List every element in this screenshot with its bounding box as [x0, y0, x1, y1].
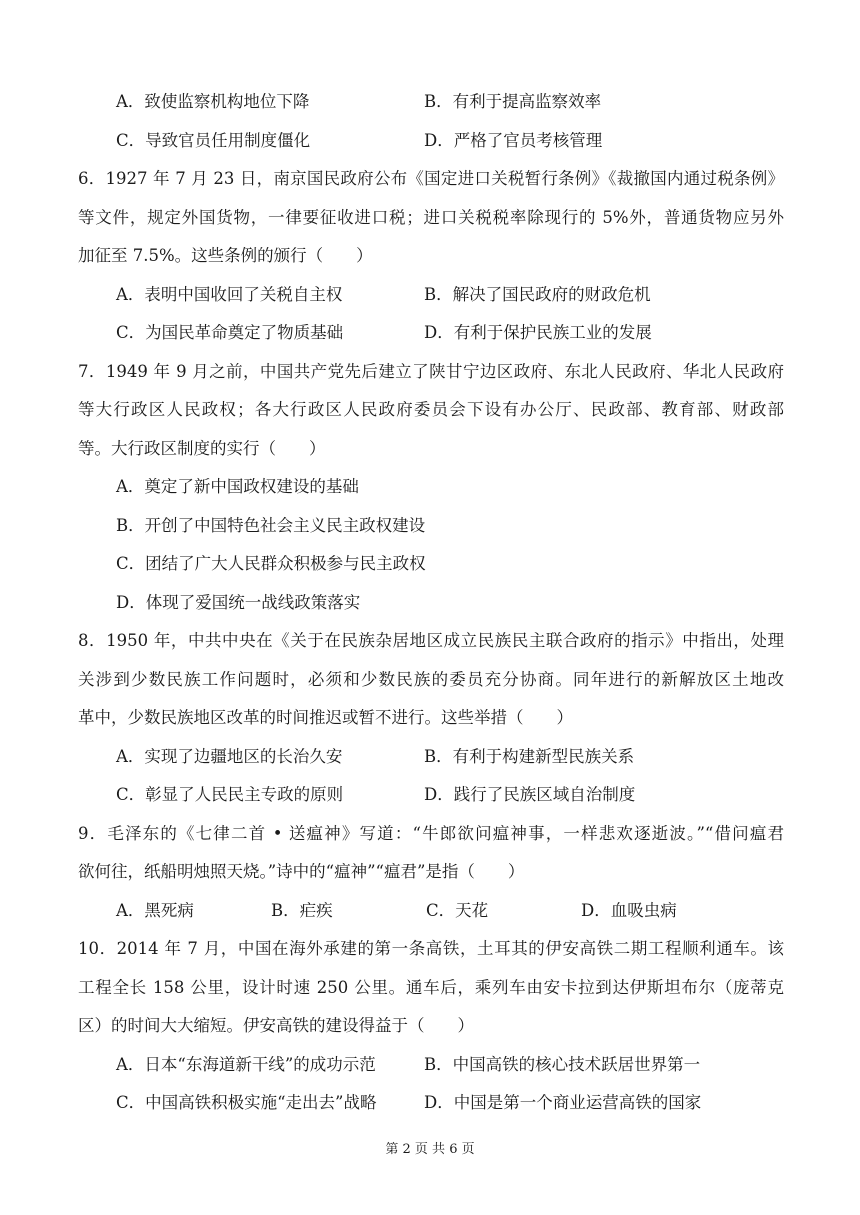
- page-number-footer: 第 2 页 共 6 页: [385, 1142, 475, 1157]
- question-10-option-c: C．中国高铁积极实施“走出去”战略: [116, 1093, 377, 1112]
- question-7-options-row-3: [78, 545, 784, 584]
- question-10: [78, 930, 784, 1123]
- question-7-options-row-1: [78, 468, 784, 507]
- question-8-options-row-2: [78, 776, 784, 815]
- question-6-options-row-2: [78, 314, 784, 353]
- q5-option-b: B．有利于提高监察效率: [424, 92, 602, 111]
- question-7-option-d: D．体现了爱国统一战线政策落实: [116, 592, 361, 612]
- question-10-options-row-1: [78, 1046, 784, 1085]
- q5-option-c: C．导致官员任用制度僵化: [116, 130, 311, 150]
- question-10-line-1: 10．2014 年 7 月，中国在海外承建的第一条高铁，土耳其的伊安高铁二期工程顺利通车。该: [78, 939, 784, 958]
- question-8-line-3: 革中，少数民族地区改革的时间推迟或暂不进行。这些举措（ ）: [78, 708, 573, 727]
- q5-option-d: D．严格了官员考核管理: [424, 130, 603, 150]
- q5-options-row-1: [78, 83, 784, 122]
- question-9-line-2: 欲何往，纸船明烛照天烧。”诗中的“瘟神”“瘟君”是指（ ）: [78, 862, 525, 881]
- q5-option-a: A．致使监察机构地位下降: [116, 92, 310, 111]
- question-10-option-b: B．中国高铁的核心技术跃居世界第一: [424, 1054, 701, 1074]
- question-10-option-d: D．中国是第一个商业运营高铁的国家: [424, 1093, 702, 1112]
- question-8-line-2: 关涉到少数民族工作问题时，必须和少数民族的委员充分协商。同年进行的新解放区土地改: [78, 669, 784, 689]
- question-7-line-1: 7．1949 年 9 月之前，中国共产党先后建立了陕甘宁边区政府、东北人民政府、华北人民政府: [78, 361, 784, 381]
- question-7: [78, 353, 784, 623]
- question-8-option-b: B．有利于构建新型民族关系: [424, 746, 635, 766]
- question-6-line-3: 加征至 7.5%。这些条例的颁行（ ）: [78, 246, 373, 265]
- question-8-option-c: C．彰显了人民民主专政的原则: [116, 785, 344, 804]
- question-8-option-d: D．践行了民族区域自治制度: [424, 785, 636, 804]
- question-9-option-b: B．疟疾: [271, 900, 333, 920]
- question-8-line-1: 8．1950 年，中共中央在《关于在民族杂居地区成立民族民主联合政府的指示》中指出，处理: [78, 631, 784, 650]
- question-8: [78, 622, 784, 815]
- question-7-option-a: A．奠定了新中国政权建设的基础: [116, 477, 359, 496]
- question-9: [78, 815, 784, 931]
- q5-options-row-2: [78, 122, 784, 161]
- question-6-option-c: C．为国民革命奠定了物质基础: [116, 323, 344, 342]
- question-9-option-d: D．血吸虫病: [581, 900, 677, 920]
- question-6-option-b: B．解决了国民政府的财政危机: [424, 284, 651, 304]
- question-7-option-b: B．开创了中国特色社会主义民主政权建设: [116, 515, 426, 535]
- question-10-line-3: 区）的时间大大缩短。伊安高铁的建设得益于（ ）: [78, 1016, 474, 1035]
- question-6-option-a: A．表明中国收回了关税自主权: [116, 284, 343, 304]
- question-9-option-c: C．天花: [426, 900, 489, 920]
- question-7-line-3: 等。大行政区制度的实行（ ）: [78, 438, 326, 458]
- question-7-line-2: 等大行政区人民政权；各大行政区人民政府委员会下设有办公厅、民政部、教育部、财政部: [78, 400, 784, 419]
- exam-content: [78, 83, 784, 1123]
- question-7-options-row-2: [78, 507, 784, 546]
- question-7-option-c: C．团结了广大人民群众积极参与民主政权: [116, 554, 426, 573]
- question-6-option-d: D．有利于保护民族工业的发展: [424, 323, 652, 342]
- question-6-options-row-1: [78, 276, 784, 315]
- question-10-options-row-2: [78, 1084, 784, 1123]
- question-8-options-row-1: [78, 738, 784, 777]
- question-7-options-row-4: [78, 584, 784, 623]
- question-6-line-1: 6．1927 年 7 月 23 日，南京国民政府公布《国定进口关税暂行条例》《裁撤国内通过税条例》: [78, 169, 784, 188]
- question-9-line-1: 9．毛泽东的《七律二首 • 送瘟神》写道：“牛郎欲问瘟神事，一样悲欢逐逝波。”“借问瘟君: [78, 823, 784, 843]
- question-10-line-2: 工程全长 158 公里，设计时速 250 公里。通车后，乘列车由安卡拉到达伊斯坦布尔（庞蒂克: [78, 977, 784, 997]
- question-9-options-row: [78, 892, 784, 931]
- question-9-option-a: A．黑死病: [116, 900, 194, 920]
- question-10-option-a: A．日本“东海道新干线”的成功示范: [116, 1054, 376, 1074]
- question-6-line-2: 等文件，规定外国货物，一律要征收进口税；进口关税税率除现行的 5%外，普通货物应另外: [78, 207, 784, 227]
- question-8-option-a: A．实现了边疆地区的长治久安: [116, 746, 343, 766]
- question-6: [78, 160, 784, 353]
